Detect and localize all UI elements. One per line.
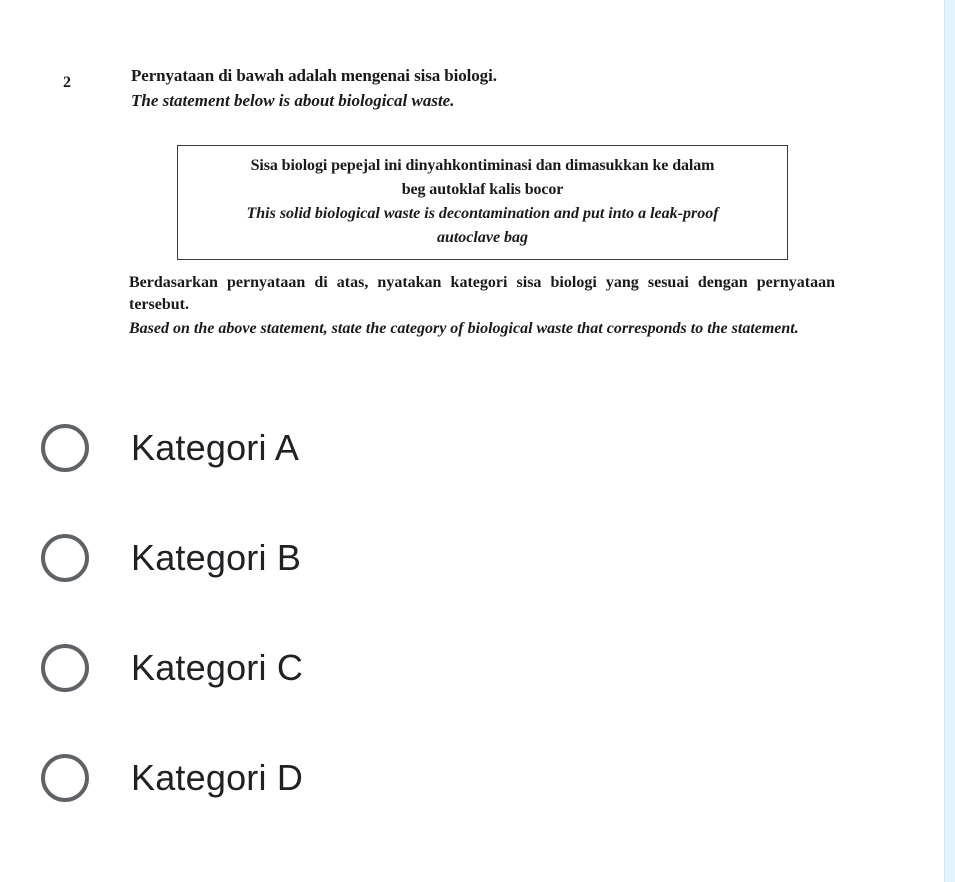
question-text-ms: Pernyataan di bawah adalah mengenai sisa biologi.: [131, 66, 497, 85]
instruction-ms: Berdasarkan pernyataan di atas, nyatakan kategori sisa biologi yang sesuai dengan pernyataan tersebut.: [129, 274, 835, 313]
option-kategori-b[interactable]: [41, 528, 301, 588]
option-label: Kategori C: [131, 647, 304, 688]
option-label: Kategori A: [131, 427, 300, 468]
statement-box: [177, 145, 788, 260]
question-number: 2: [63, 74, 71, 91]
question-text-en: The statement below is about biological waste.: [131, 91, 455, 110]
option-kategori-d[interactable]: [41, 748, 303, 808]
question-image: [0, 0, 945, 400]
option-kategori-a[interactable]: [41, 418, 299, 478]
radio-button-icon[interactable]: [41, 424, 89, 472]
statement-en-line1: This solid biological waste is decontamination and put into a leak-proof: [246, 205, 719, 222]
option-label: Kategori B: [131, 537, 302, 578]
instruction: [129, 272, 835, 340]
option-label: Kategori D: [131, 757, 304, 798]
instruction-en: Based on the above statement, state the category of biological waste that corresponds to the statement.: [129, 320, 799, 337]
radio-button-icon[interactable]: [41, 644, 89, 692]
statement-ms-line1: Sisa biologi pepejal ini dinyahkontiminasi dan dimasukkan ke dalam: [250, 157, 715, 174]
radio-button-icon[interactable]: [41, 754, 89, 802]
statement-ms-line2: beg autoklaf kalis bocor: [401, 181, 564, 198]
statement-en-line2: autoclave bag: [436, 229, 529, 246]
right-scroll-edge: [944, 0, 955, 882]
option-kategori-c[interactable]: [41, 638, 303, 698]
radio-button-icon[interactable]: [41, 534, 89, 582]
